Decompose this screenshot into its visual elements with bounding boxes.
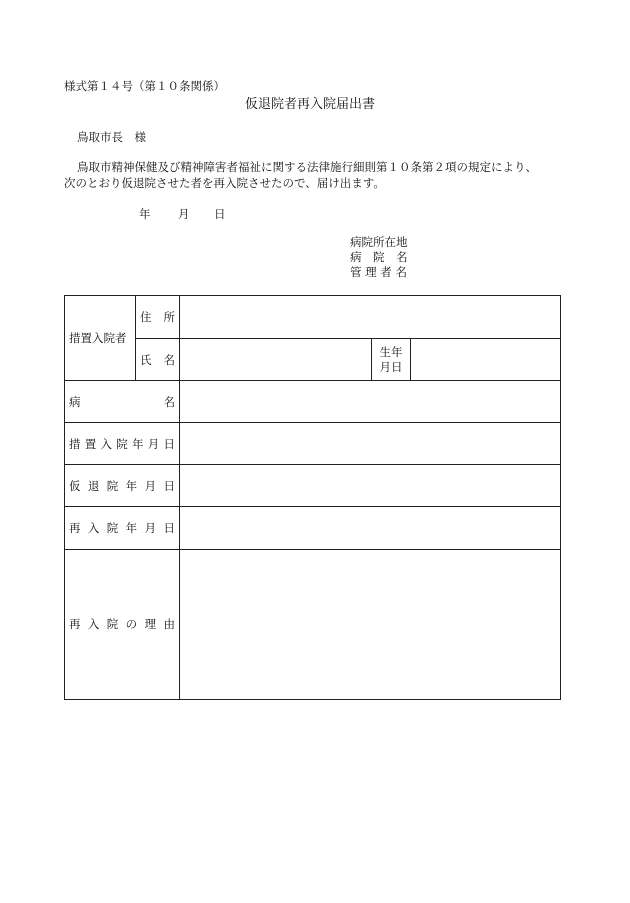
readmission-date-label: 再 入 院 年 月 日 (65, 507, 180, 549)
admission-date-field[interactable] (180, 423, 561, 465)
provisional-discharge-date-label: 仮 退 院 年 月 日 (65, 465, 180, 507)
readmission-date-field[interactable] (180, 507, 561, 549)
form-number: 様式第１４号（第１０条関係） (64, 79, 225, 93)
body-text-line-2: 次のとおり仮退院させた者を再入院させたので、届け出ます。 (64, 176, 385, 190)
body-text-line-1: 鳥取市精神保健及び精神障害者福祉に関する法律施行細則第１０条第２項の規定により、 (77, 160, 537, 174)
address-label: 住 所 (136, 296, 180, 339)
hospital-manager-label: 管 理 者 名 (350, 265, 407, 279)
hospital-name-label: 病 院 名 (350, 250, 408, 264)
patient-label: 措置入院者 (65, 296, 136, 381)
address-field[interactable] (180, 296, 561, 339)
provisional-discharge-date-field[interactable] (180, 465, 561, 507)
notification-form-table (64, 295, 561, 700)
readmission-reason-label: 再 入 院 の 理 由 (65, 549, 180, 699)
addressee: 鳥取市長 様 (77, 130, 146, 144)
name-field[interactable] (180, 339, 372, 381)
document-title: 仮退院者再入院届出書 (245, 97, 376, 112)
admission-date-label: 措 置 入 院 年 月 日 (65, 423, 180, 465)
date-day-label: 日 (214, 207, 226, 221)
hospital-location-label: 病院所在地 (350, 235, 408, 249)
name-label: 氏 名 (136, 339, 180, 381)
readmission-reason-field[interactable] (180, 549, 561, 699)
disease-field[interactable] (180, 381, 561, 423)
birthdate-field[interactable] (411, 339, 561, 381)
disease-label: 病 名 (65, 381, 180, 423)
birthdate-label: 生年 月日 (372, 339, 411, 381)
date-month-label: 月 (178, 207, 190, 221)
date-year-label: 年 (139, 207, 151, 221)
